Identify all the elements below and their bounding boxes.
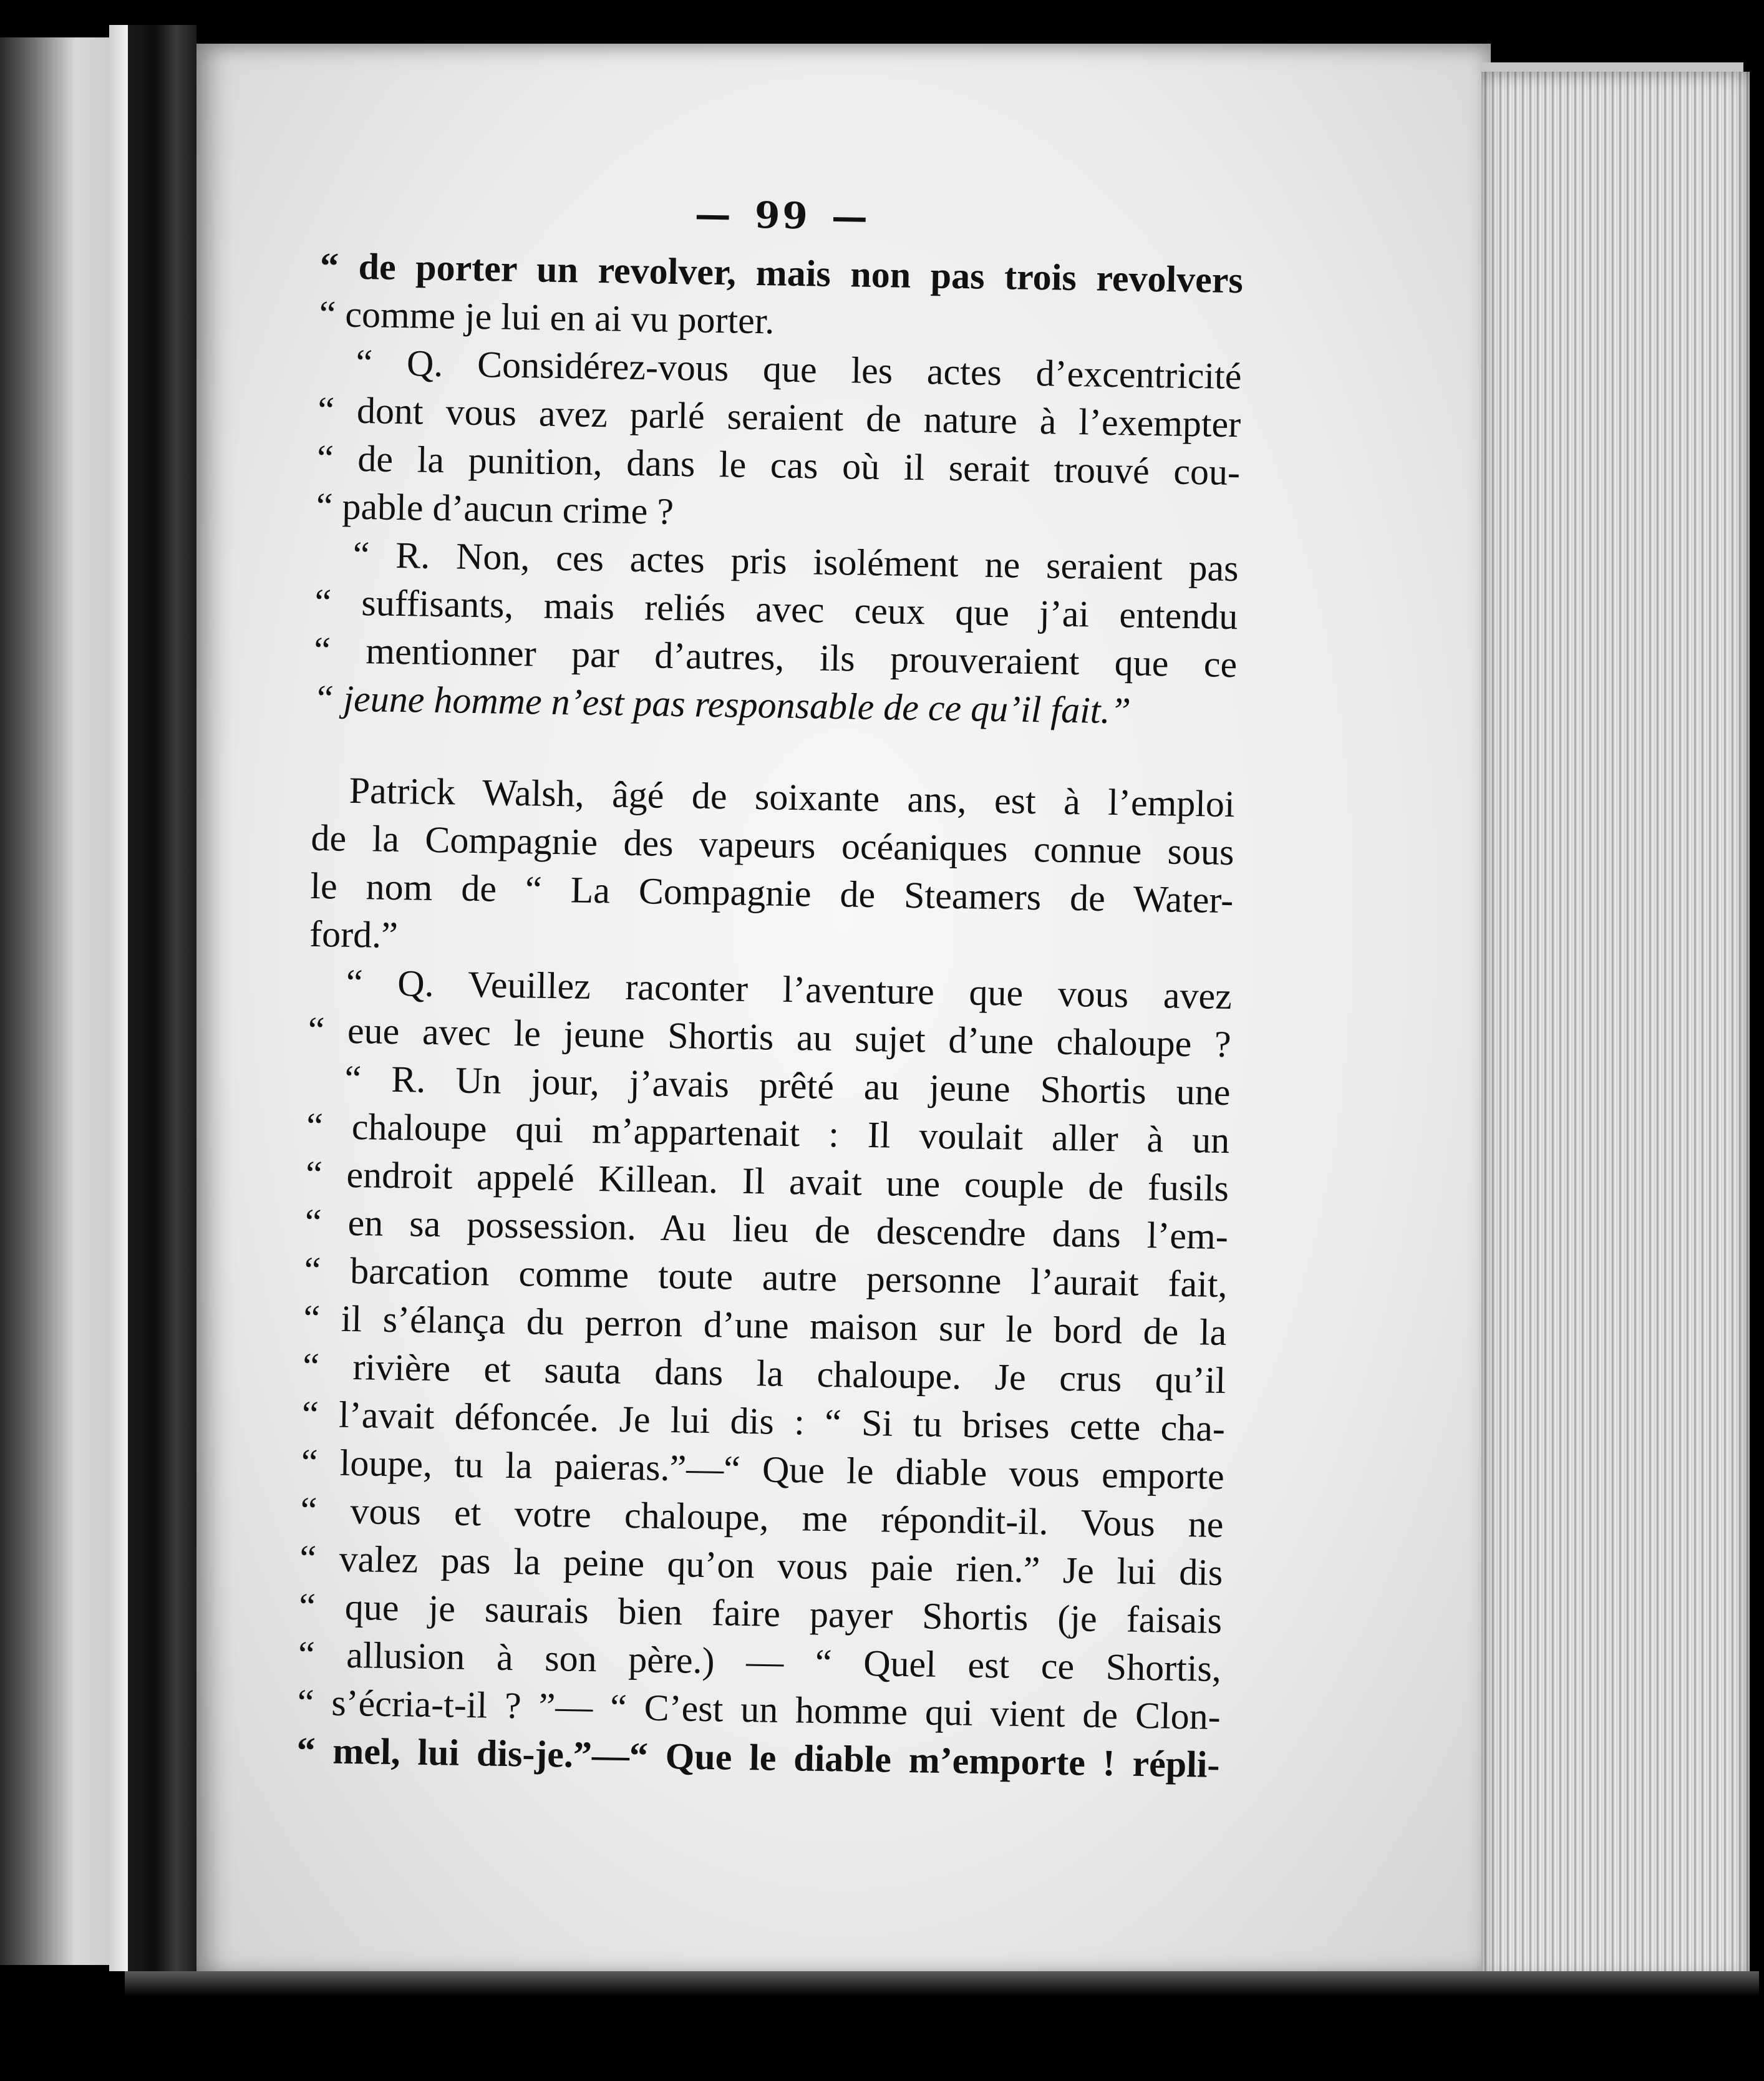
text-line: “ Q. Considérez-vous que les actes d’excentricité bbox=[356, 341, 1242, 397]
text-line: “ jeune homme n’est pas responsable de ce qu’il fait.” bbox=[313, 677, 1132, 732]
text-line: “ pable d’aucun crime ? bbox=[316, 485, 674, 532]
text-line: “ R. Un jour, j’avais prêté au jeune Shortis une bbox=[344, 1057, 1231, 1113]
text-line: Patrick Walsh, âgé de soixante ans, est à l’emploi bbox=[349, 769, 1236, 825]
text-line: ford.” bbox=[309, 913, 399, 956]
text-line: “ valez pas la peine qu’on vous paie rien.” Je lui dis bbox=[299, 1537, 1223, 1593]
book-bottom-shadow bbox=[125, 1971, 1759, 1996]
text-line: “ que je saurais bien faire payer Shortis (je faisais bbox=[298, 1585, 1223, 1641]
paragraph bbox=[319, 242, 1243, 352]
text-line: “ Q. Veuillez raconter l’aventure que vous avez bbox=[346, 961, 1233, 1017]
text-line: “ il s’élança du perron d’une maison sur le bord de la bbox=[303, 1297, 1227, 1354]
text-line: “ chaloupe qui m’appartenait : Il voulait aller à un bbox=[306, 1105, 1230, 1162]
text-line: de la Compagnie des vapeurs océaniques connue sous bbox=[311, 817, 1234, 873]
page-number-value: 99 bbox=[754, 193, 811, 238]
text-line: “ rivière et sauta dans la chaloupe. Je crus qu’il bbox=[302, 1345, 1226, 1402]
page-number: — 99 — bbox=[694, 193, 871, 238]
text-line: “ suffisants, mais reliés avec ceux que j’ai entendu bbox=[314, 581, 1238, 638]
text-line: “ comme je lui en ai vu porter. bbox=[319, 293, 775, 342]
text-line: “ eue avec le jeune Shortis au sujet d’une chaloupe ? bbox=[308, 1009, 1232, 1065]
text-line: “ en sa possession. Au lieu de descendre dans l’em- bbox=[304, 1201, 1229, 1258]
text-line: “ mel, lui dis-je.”—“ Que le diable m’emporte ! répli- bbox=[296, 1729, 1220, 1785]
text-line: “ barcation comme toute autre personne l’aurait fait, bbox=[304, 1249, 1228, 1306]
paragraph bbox=[308, 958, 1232, 1069]
paragraph bbox=[316, 338, 1242, 545]
text-line: “ s’écria-t-il ? ”— “ C’est un homme qui vient de Clon- bbox=[297, 1681, 1221, 1737]
text-line: “ de porter un revolver, mais non pas trois revolvers bbox=[319, 245, 1244, 301]
text-line: “ vous et votre chaloupe, me répondit-il. Vous ne bbox=[300, 1489, 1224, 1545]
text-line: “ dont vous avez parlé seraient de nature à l’exempter bbox=[317, 389, 1241, 445]
text-line: “ endroit appelé Killean. Il avait une couple de fusils bbox=[305, 1153, 1229, 1210]
left-page-edge bbox=[0, 37, 125, 1965]
book-page bbox=[196, 44, 1491, 1977]
text-line: “ l’avait défoncée. Je lui dis : “ Si tu brises cette cha- bbox=[301, 1393, 1226, 1449]
text-line: “ allusion à son père.) — “ Quel est ce Shortis, bbox=[298, 1633, 1222, 1689]
paragraph bbox=[309, 766, 1236, 973]
left-page-margin bbox=[109, 25, 128, 1971]
page-text-block bbox=[296, 187, 1244, 1789]
text-line: “ loupe, tu la paieras.”—“ Que le diable vous emporte bbox=[301, 1441, 1225, 1497]
book-gutter bbox=[128, 25, 196, 1990]
text-line: le nom de “ La Compagnie de Steamers de Water- bbox=[309, 865, 1234, 921]
text-line: “ de la punition, dans le cas où il serait trouvé cou- bbox=[316, 437, 1241, 493]
paragraph bbox=[313, 530, 1239, 737]
text-line: “ mentionner par d’autres, ils prouveraient que ce bbox=[313, 629, 1238, 686]
paragraph bbox=[296, 1054, 1231, 1789]
text-line: “ R. Non, ces actes pris isolément ne seraient pas bbox=[352, 533, 1239, 589]
page-stack-fore-edge bbox=[1481, 72, 1750, 1981]
page-body bbox=[296, 242, 1243, 1789]
